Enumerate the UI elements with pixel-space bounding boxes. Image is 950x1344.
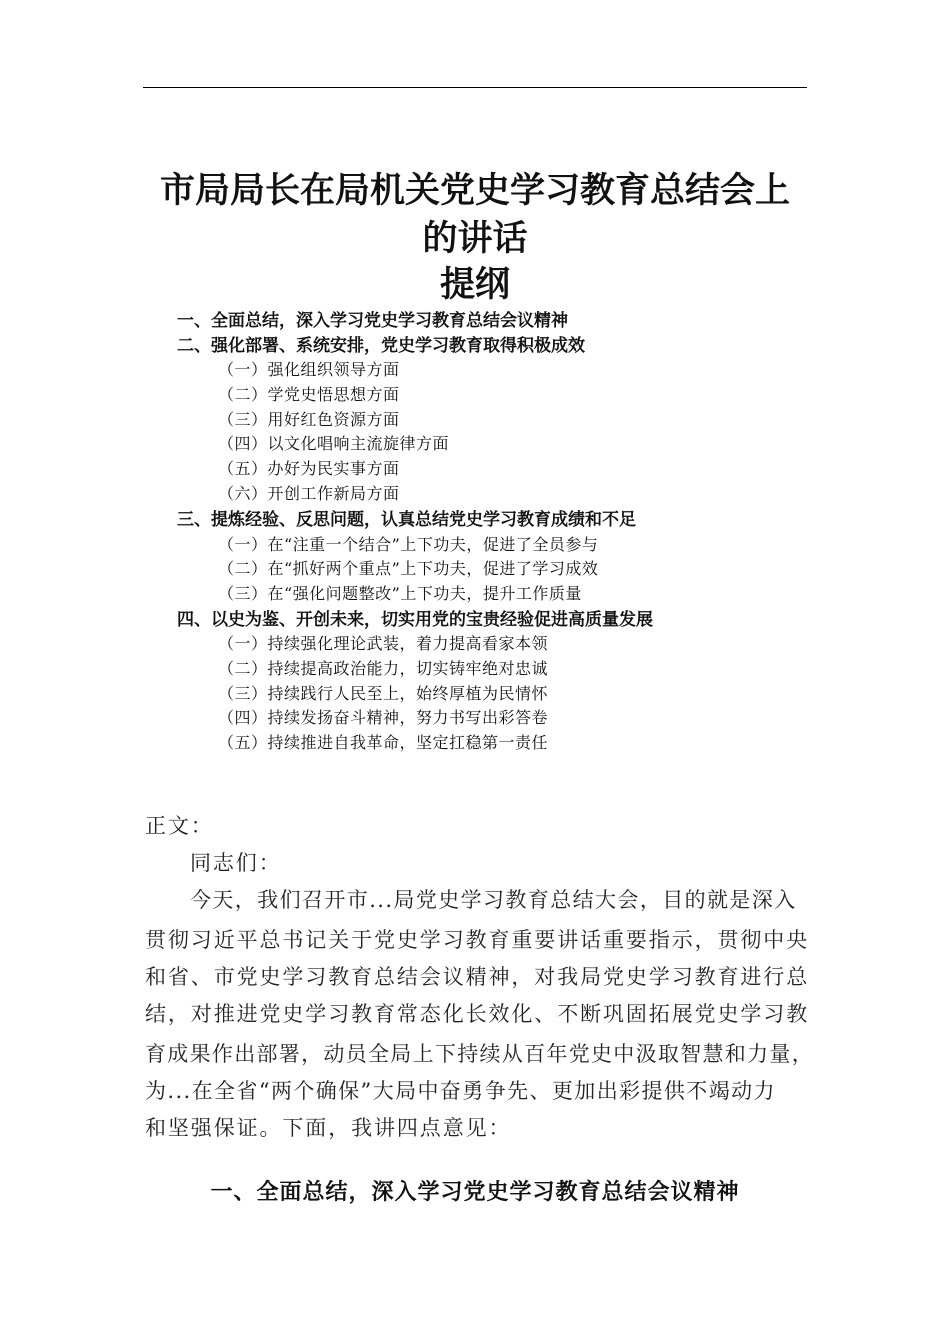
paragraph-line: 结，对推进党史学习教育常态化长效化、不断巩固拓展党史学习教 bbox=[145, 1002, 810, 1026]
paragraph-line: 育成果作出部署，动员全局上下持续从百年党史中汲取智慧和力量， bbox=[145, 1042, 814, 1066]
paragraph-line: 为...在全省“两个确保”大局中奋勇争先、更加出彩提供不竭动力 bbox=[145, 1079, 776, 1103]
header-rule bbox=[143, 87, 807, 88]
salutation: 同志们： bbox=[190, 851, 282, 875]
outline-subitem: （六）开创工作新局方面 bbox=[218, 484, 400, 503]
paragraph-line: 和坚强保证。下面，我讲四点意见： bbox=[145, 1116, 512, 1140]
outline-subitem: （四）以文化唱响主流旋律方面 bbox=[218, 434, 450, 453]
outline-item: 二、强化部署、系统安排，党史学习教育取得积极成效 bbox=[177, 336, 585, 356]
outline-subitem: （三）用好红色资源方面 bbox=[218, 410, 400, 429]
document-title-line1: 市局局长在局机关党史学习教育总结会上 bbox=[159, 171, 790, 211]
outline-subitem: （四）持续发扬奋斗精神，努力书写出彩答卷 bbox=[218, 708, 549, 727]
outline-subitem: （二）在“抓好两个重点”上下功夫，促进了学习成效 bbox=[218, 559, 599, 578]
outline-subitem: （三）持续践行人民至上，始终厚植为民情怀 bbox=[218, 684, 549, 703]
body-label: 正文： bbox=[145, 814, 214, 838]
paragraph-line: 和省、市党史学习教育总结会议精神，对我局党史学习教育进行总 bbox=[145, 965, 810, 989]
outline-subitem: （五）办好为民实事方面 bbox=[218, 459, 400, 478]
outline-subitem: （一）在“注重一个结合”上下功夫，促进了全员参与 bbox=[218, 535, 599, 554]
document-subtitle: 提纲 bbox=[439, 265, 510, 305]
outline-item: 三、提炼经验、反思问题，认真总结党史学习教育成绩和不足 bbox=[177, 510, 636, 530]
paragraph-line: 贯彻习近平总书记关于党史学习教育重要讲话重要指示，贯彻中央 bbox=[145, 928, 810, 952]
outline-item: 四、以史为鉴、开创未来，切实用党的宝贵经验促进高质量发展 bbox=[177, 610, 653, 630]
paragraph-line: 今天，我们召开市...局党史学习教育总结大会，目的就是深入 bbox=[190, 888, 797, 912]
outline-subitem: （二）学党史悟思想方面 bbox=[218, 385, 400, 404]
outline-subitem: （二）持续提高政治能力，切实铸牢绝对忠诚 bbox=[218, 659, 549, 678]
document-title-line2: 的讲话 bbox=[422, 219, 528, 259]
outline-subitem: （一）强化组织领导方面 bbox=[218, 360, 400, 379]
outline-subitem: （五）持续推进自我革命，坚定扛稳第一责任 bbox=[218, 733, 549, 752]
outline-subitem: （三）在“强化问题整改”上下功夫，提升工作质量 bbox=[218, 584, 582, 603]
section-heading: 一、全面总结，深入学习党史学习教育总结会议精神 bbox=[210, 1180, 740, 1205]
outline-item: 一、全面总结，深入学习党史学习教育总结会议精神 bbox=[177, 311, 568, 331]
outline-subitem: （一）持续强化理论武装，着力提高看家本领 bbox=[218, 634, 549, 653]
